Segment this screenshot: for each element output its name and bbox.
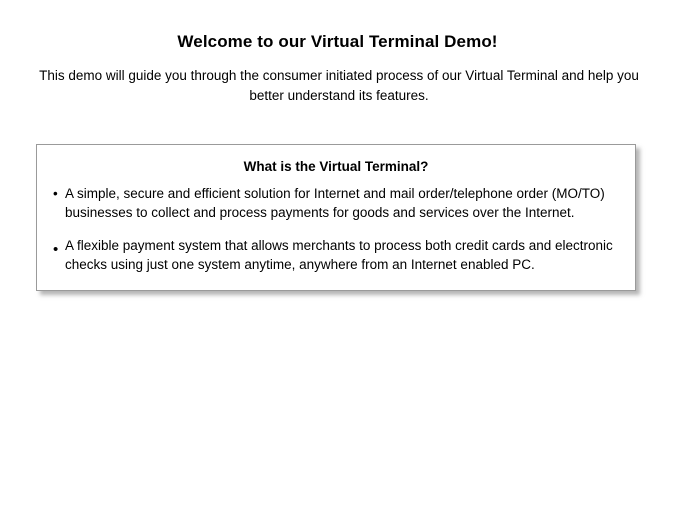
list-item xyxy=(51,184,621,222)
list-item-text: A simple, secure and efficient solution for Internet and mail order/telephone order (MO/TO) businesses to collect and process payments for goods and services over the Internet. xyxy=(65,186,605,220)
info-panel xyxy=(36,144,636,291)
intro-paragraph: This demo will guide you through the consumer initiated process of our Virtual Terminal and help you better understand its features. xyxy=(39,68,639,103)
bullet-list xyxy=(51,184,621,274)
bullet-icon: • xyxy=(53,241,59,258)
list-item-text: A flexible payment system that allows merchants to process both credit cards and electronic checks using just one system anytime, anywhere from an Internet enabled PC. xyxy=(65,238,613,272)
panel-heading: What is the Virtual Terminal? xyxy=(243,159,429,174)
bullet-icon: • xyxy=(53,186,58,201)
list-item xyxy=(51,236,621,274)
page-title: Welcome to our Virtual Terminal Demo! xyxy=(177,32,498,51)
